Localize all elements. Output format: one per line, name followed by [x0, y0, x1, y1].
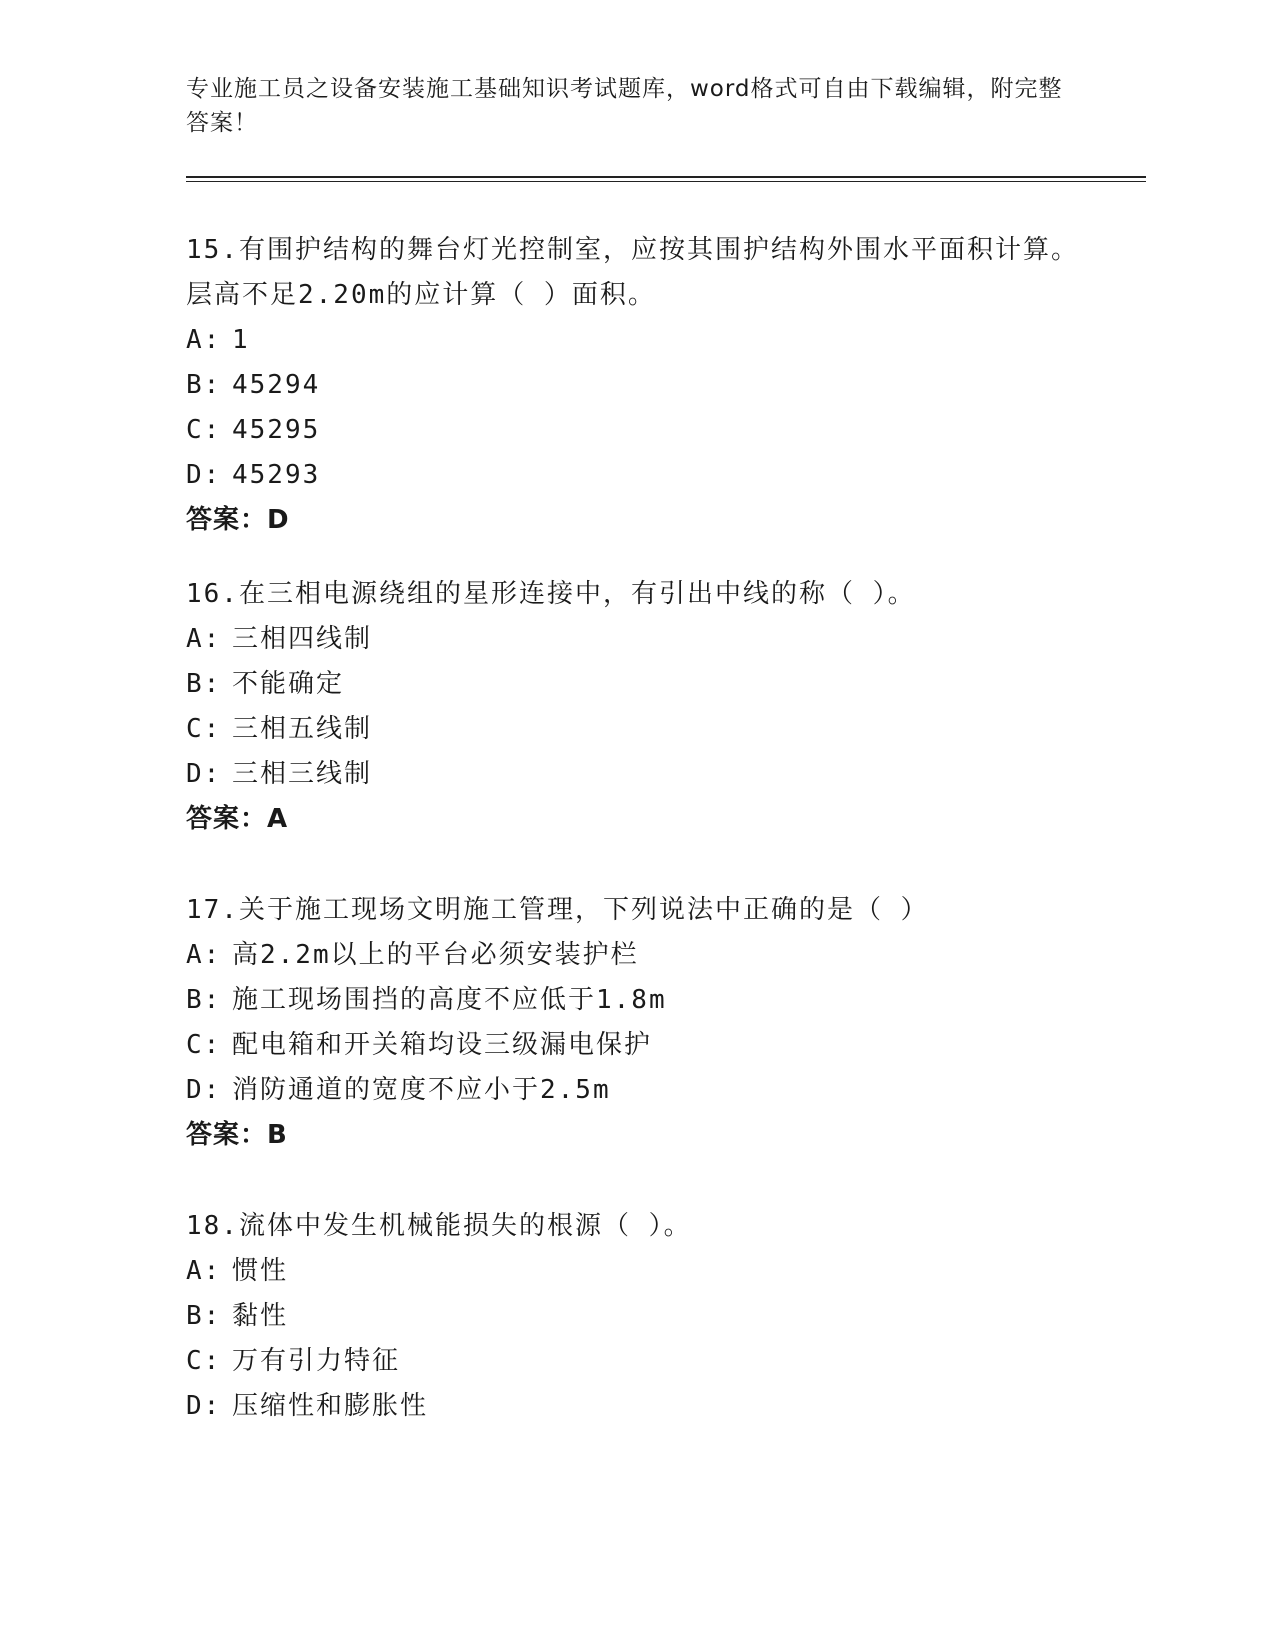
option-text: 配电箱和开关箱均设三级漏电保护: [232, 1030, 653, 1060]
option-letter: B:: [186, 370, 222, 400]
option-text: 三相三线制: [232, 759, 373, 789]
option-b: [186, 363, 1086, 408]
option-letter: A:: [186, 624, 222, 654]
question-stem: 15.有围护结构的舞台灯光控制室，应按其围护结构外围水平面积计算。层高不足2.20m的应计算（ ）面积。: [186, 235, 1079, 310]
option-text: 黏性: [232, 1301, 289, 1331]
option-letter: A:: [186, 325, 222, 355]
option-d: [186, 453, 1086, 498]
option-text: 压缩性和膨胀性: [232, 1391, 429, 1421]
option-c: [186, 1023, 1086, 1068]
question-stem: 16.在三相电源绕组的星形连接中，有引出中线的称（ ）。: [186, 579, 916, 609]
question-18: [186, 1204, 1086, 1429]
option-b: [186, 1294, 1086, 1339]
option-letter: B:: [186, 985, 222, 1015]
option-text: 45294: [232, 370, 321, 400]
option-letter: C:: [186, 415, 222, 445]
option-d: [186, 1068, 1086, 1113]
question-stem: 18.流体中发生机械能损失的根源（ ）。: [186, 1211, 692, 1241]
question-16: [186, 572, 1086, 842]
answer-line: 答案：A: [186, 804, 289, 834]
option-letter: D:: [186, 1391, 222, 1421]
option-text: 不能确定: [232, 669, 345, 699]
option-text: 45295: [232, 415, 321, 445]
header-divider: [186, 176, 1146, 178]
option-text: 三相五线制: [232, 714, 373, 744]
option-a: [186, 318, 1086, 363]
option-letter: D:: [186, 1075, 222, 1105]
option-letter: C:: [186, 714, 222, 744]
question-stem: 17.关于施工现场文明施工管理，下列说法中正确的是（ ）: [186, 895, 929, 925]
option-letter: B:: [186, 1301, 222, 1331]
option-letter: D:: [186, 759, 222, 789]
option-a: [186, 1249, 1086, 1294]
option-text: 消防通道的宽度不应小于2.5m: [232, 1075, 611, 1105]
option-b: [186, 978, 1086, 1023]
option-text: 万有引力特征: [232, 1346, 401, 1376]
option-letter: A:: [186, 1256, 222, 1286]
option-a: [186, 617, 1086, 662]
option-c: [186, 1339, 1086, 1384]
option-a: [186, 933, 1086, 978]
option-letter: C:: [186, 1346, 222, 1376]
option-letter: B:: [186, 669, 222, 699]
header-divider-thin: [186, 181, 1146, 182]
option-text: 惯性: [232, 1256, 289, 1286]
option-text: 三相四线制: [232, 624, 373, 654]
answer-line: 答案：D: [186, 505, 290, 535]
option-d: [186, 752, 1086, 797]
option-b: [186, 662, 1086, 707]
option-text: 高2.2m以上的平台必须安装护栏: [232, 940, 639, 970]
option-text: 1: [232, 325, 250, 355]
question-17: [186, 888, 1086, 1158]
question-15: [186, 228, 1086, 543]
option-d: [186, 1384, 1086, 1429]
option-c: [186, 408, 1086, 453]
option-text: 施工现场围挡的高度不应低于1.8m: [232, 985, 667, 1015]
answer-line: 答案：B: [186, 1120, 288, 1150]
option-letter: D:: [186, 460, 222, 490]
option-c: [186, 707, 1086, 752]
option-letter: C:: [186, 1030, 222, 1060]
option-letter: A:: [186, 940, 222, 970]
document-header: 专业施工员之设备安装施工基础知识考试题库，word格式可自由下载编辑，附完整答案！: [186, 76, 1063, 136]
option-text: 45293: [232, 460, 321, 490]
